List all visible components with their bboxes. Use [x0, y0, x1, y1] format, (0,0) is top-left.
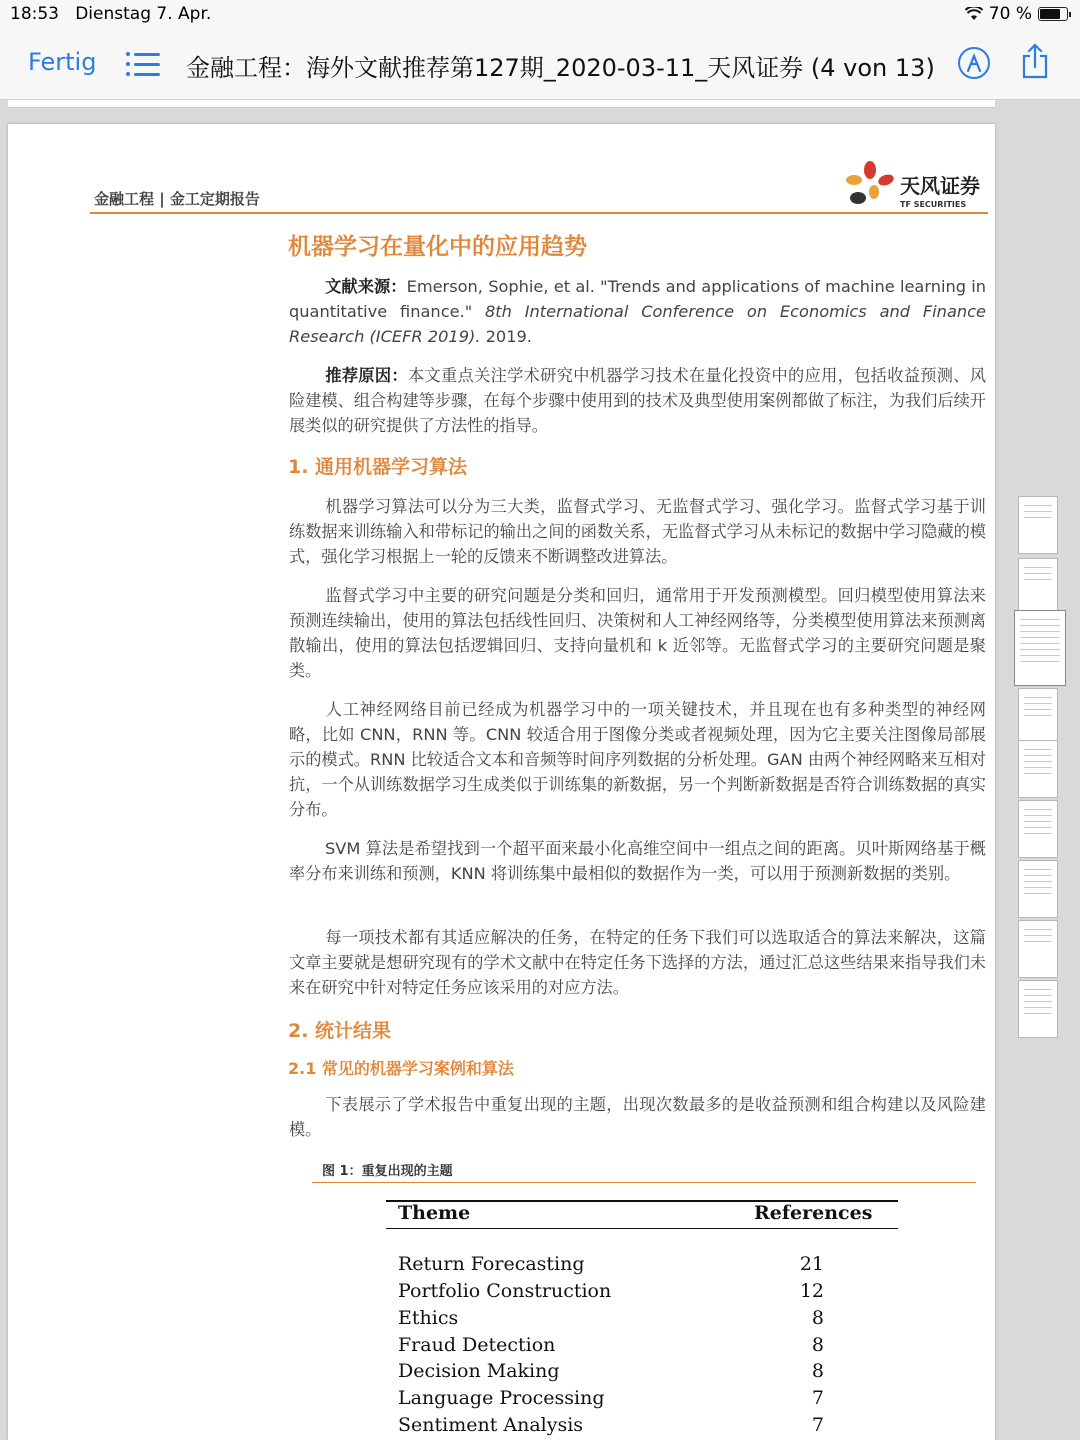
- page-thumbnail[interactable]: [1018, 740, 1058, 798]
- page-thumbnail[interactable]: [1018, 980, 1058, 1038]
- page-thumbnail[interactable]: [1018, 920, 1058, 978]
- table-row: Language Processing 7: [398, 1387, 824, 1409]
- paragraph: 人工神经网络目前已经成为机器学习中的一项关键技术，并且现在也有多种类型的神经网略，比如 CNN，RNN 等。CNN 较适合用于图像分类或者视频处理，因为它主要关注图像局部展示的模式。RNN 比较适合文本和音频等时间序列数据的分析处理。GAN 由两个神经网略来互相对抗，一个从训练数据学习生成类似于训练集的新数据，另一个判断新数据是否符合训练数据的真实分布。: [289, 700, 986, 819]
- paragraph: 机器学习算法可以分为三大类，监督式学习、无监督式学习、强化学习。监督式学习基于训练数据来训练输入和带标记的输出之间的函数关系，无监督式学习从未标记的数据中学习隐藏的模式，强化学习根据上一轮的反馈来不断调整改进算法。: [289, 497, 986, 566]
- header-divider: [90, 212, 988, 214]
- markup-icon[interactable]: [958, 47, 990, 79]
- page-thumbnail[interactable]: [1018, 558, 1058, 616]
- paragraph: 下表展示了学术报告中重复出现的主题，出现次数最多的是收益预测和组合构建以及风险建模。: [289, 1095, 986, 1139]
- table-header-theme: Theme: [398, 1202, 471, 1224]
- paragraph: SVM 算法是希望找到一个超平面来最小化高维空间中一组点之间的距离。贝叶斯网络基于概率分布来训练和预测，KNN 将训练集中最相似的数据作为一类，可以用于预测新数据的类别。: [289, 839, 986, 883]
- page-thumbnail[interactable]: [1018, 496, 1058, 554]
- page-thumbnail[interactable]: [1018, 800, 1058, 858]
- done-button[interactable]: Fertig: [28, 48, 97, 76]
- nav-bar: [0, 28, 1080, 100]
- table-row: Decision Making 8: [398, 1360, 824, 1382]
- wifi-icon: [965, 7, 983, 21]
- section-2-heading: 2. 统计结果: [288, 1020, 392, 1042]
- battery-icon: [1038, 7, 1068, 21]
- share-icon[interactable]: [1020, 43, 1050, 79]
- previous-page-edge: [8, 100, 995, 108]
- paragraph: 监督式学习中主要的研究问题是分类和回归，通常用于开发预测模型。回归模型使用算法来预测连续输出，使用的算法包括线性回归、决策树和人工神经网络等，分类模型使用算法来预测离散输出，使用的算法包括逻辑回归、支持向量机和 k 近邻等。无监督式学习的主要研究问题是聚类。: [289, 586, 986, 680]
- table-header-references: References: [754, 1202, 873, 1224]
- status-indicators: [965, 4, 1068, 24]
- logo-text: 天风证券: [900, 174, 980, 198]
- figure-divider: [312, 1182, 976, 1183]
- section-1-heading: 1. 通用机器学习算法: [288, 456, 468, 478]
- article-title: 机器学习在量化中的应用趋势: [288, 234, 587, 260]
- page-thumbnail-current[interactable]: [1014, 610, 1066, 686]
- document-page[interactable]: [8, 124, 995, 1440]
- battery-percent: 70 %: [988, 4, 1032, 24]
- document-title: 金融工程：海外文献推荐第127期_2020-03-11_天风证券 (4 von 13): [186, 54, 935, 82]
- paragraph: 每一项技术都有其适应解决的任务，在特定的任务下我们可以选取适合的算法来解决，这篇文章主要就是想研究现有的学术文献中在特定任务下选择的方法，通过汇总这些结果来指导我们未来在研究中针对特定任务应该采用的对应方法。: [289, 928, 986, 997]
- company-logo: [844, 160, 994, 212]
- figure-caption: 图 1：重复出现的主题: [322, 1164, 453, 1179]
- table-row: Return Forecasting 21: [398, 1253, 824, 1275]
- source-paragraph: 文献来源：Emerson, Sophie, et al. "Trends and applications of machine learning in quantitative finance." 8th International Conference on Economics and Finance Research (ICEFR 2019). 2019.: [289, 277, 986, 346]
- reason-paragraph: 推荐原因：本文重点关注学术研究中机器学习技术在量化投资中的应用，包括收益预测、风险建模、组合构建等步骤，在每个步骤中使用到的技术及典型使用案例都做了标注，为我们后续开展类似的研究提供了方法性的指导。: [289, 366, 987, 435]
- table-row: Ethics 8: [398, 1307, 824, 1329]
- page-thumbnail[interactable]: [1018, 688, 1058, 746]
- page-header-label: 金融工程 | 金工定期报告: [94, 190, 260, 208]
- table-row: Portfolio Construction 12: [398, 1280, 824, 1302]
- logo-subtext: TF SECURITIES: [900, 200, 967, 209]
- list-icon[interactable]: [126, 50, 160, 78]
- status-time: 18:53 Dienstag 7. Apr.: [10, 4, 212, 24]
- table-row: Sentiment Analysis 7: [398, 1414, 824, 1436]
- table-row: Fraud Detection 8: [398, 1334, 824, 1356]
- page-thumbnail[interactable]: [1018, 860, 1058, 918]
- status-bar: [0, 0, 1080, 28]
- logo-mark-icon: [844, 160, 898, 212]
- section-2-1-heading: 2.1 常见的机器学习案例和算法: [288, 1059, 514, 1078]
- table-header-rule: [386, 1228, 898, 1229]
